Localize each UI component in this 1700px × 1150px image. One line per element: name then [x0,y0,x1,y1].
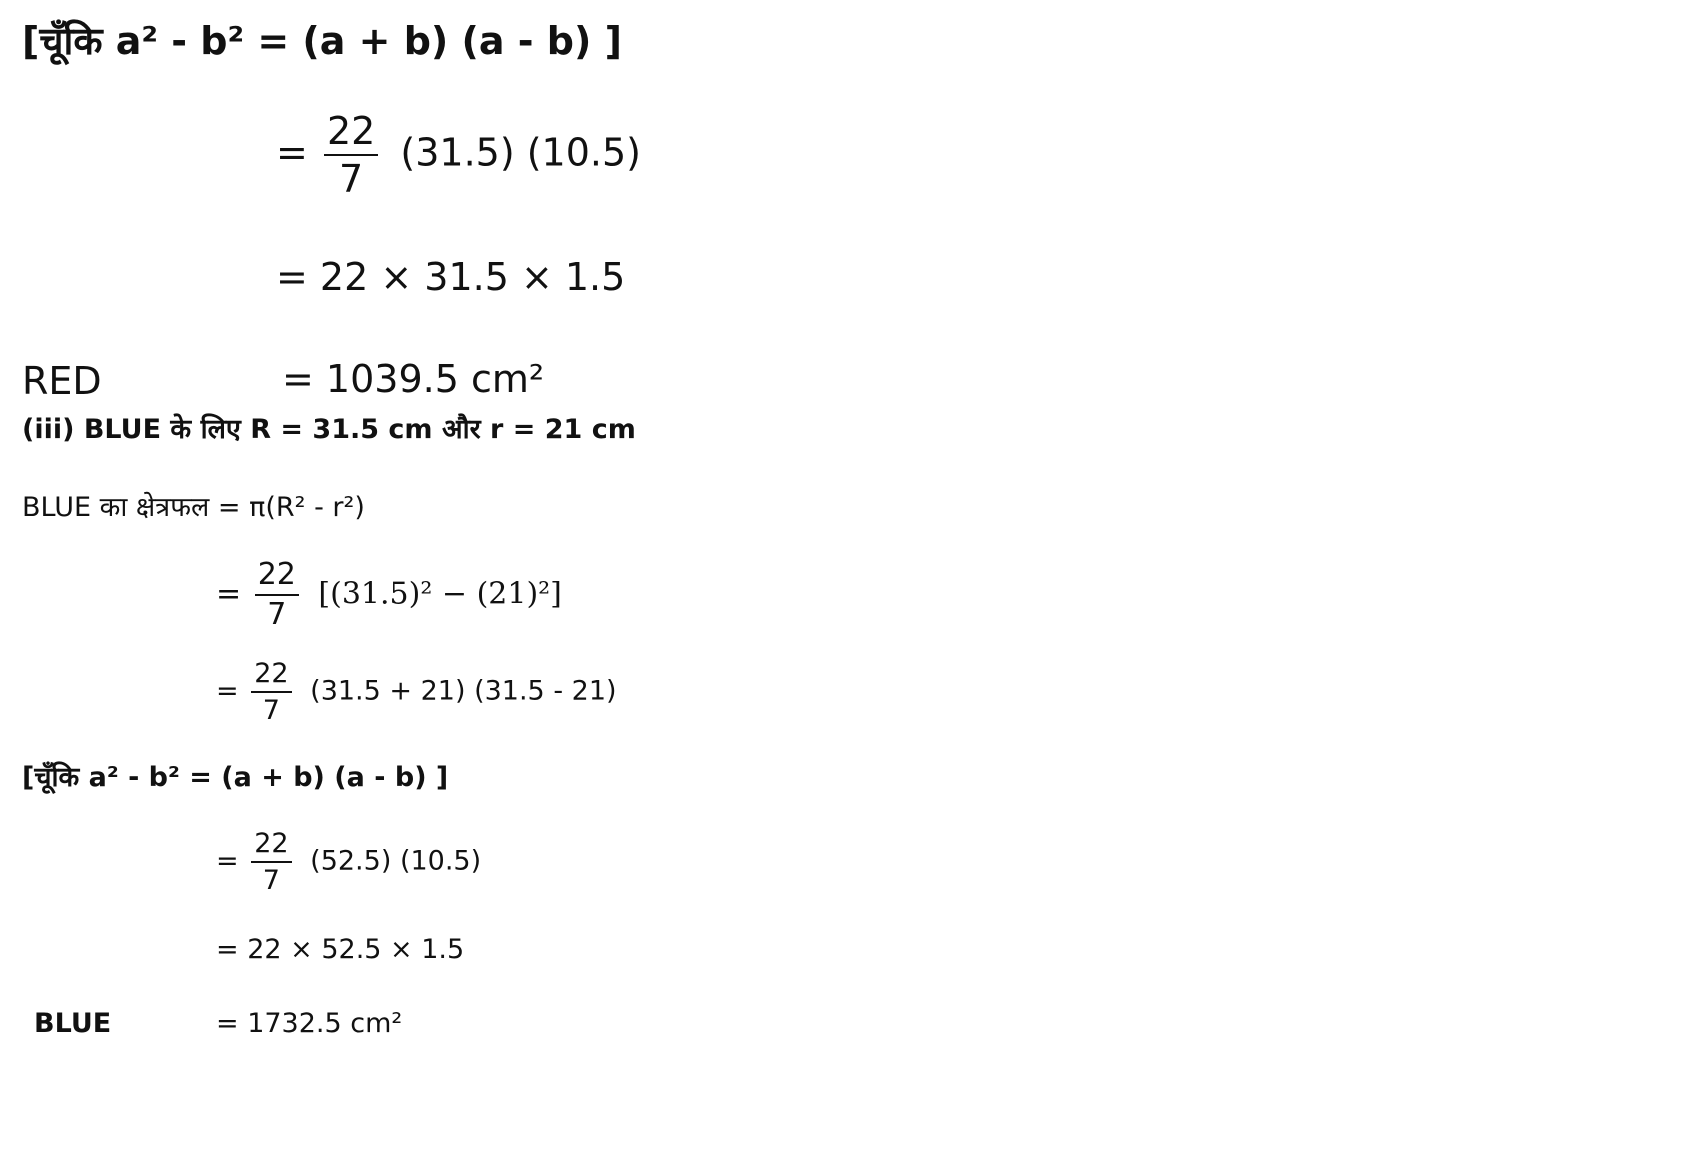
result-value: = 1732.5 cm² [216,1008,403,1039]
blue-result-value [216,1010,402,1037]
blue-step-fraction [216,557,562,632]
result-label: BLUE [34,1008,112,1039]
fraction [251,660,291,724]
fraction-denominator: 7 [267,597,287,632]
blue-step-factored [216,660,617,724]
fraction [324,109,378,201]
step-expression: = 22 × 31.5 × 1.5 [276,255,626,299]
red-result-label [22,359,102,403]
fraction-denominator: 7 [262,865,280,896]
step-expression: (31.5) (10.5) [400,130,641,175]
fraction-numerator: 22 [324,112,378,156]
fraction-numerator: 22 [255,560,299,596]
identity-note-1 [22,19,622,63]
red-step-fraction [276,109,641,201]
fraction-numerator: 22 [251,660,291,693]
blue-step-product [216,936,464,963]
step-expression: = 22 × 52.5 × 1.5 [216,934,465,965]
identity-note-2 [22,764,448,791]
step-expression: [(31.5)² − (21)²] [318,576,562,612]
blue-area-formula [22,494,365,521]
fraction-numerator: 22 [251,830,291,863]
equals-sign: = [216,845,239,877]
fraction [251,830,291,894]
fraction-denominator: 7 [339,157,364,201]
fraction-denominator: 7 [262,695,280,726]
identity-note-prefix: [चूँकि [22,19,116,63]
formula-text: BLUE का क्षेत्रफल = π(R² - r²) [22,492,365,523]
red-result-value [282,357,545,401]
part-heading-text: (iii) BLUE के लिए R = 31.5 cm और r = 21 cm [22,414,636,445]
fraction [255,557,299,632]
result-label: RED [22,359,102,403]
result-value: = 1039.5 cm² [282,357,545,401]
equals-sign: = [216,576,242,612]
step-expression: (31.5 + 21) (31.5 - 21) [310,675,617,707]
identity-note-text: a² - b² = (a + b) (a - b) ] [88,762,449,793]
identity-note-text: a² - b² = (a + b) (a - b) ] [115,19,622,63]
step-expression: (52.5) (10.5) [310,845,482,877]
red-step-product [276,255,626,299]
equals-sign: = [216,675,239,707]
blue-result-label [34,1010,111,1037]
blue-part-heading [22,416,636,443]
equals-sign: = [276,130,308,175]
blue-step-values [216,830,481,894]
identity-note-prefix: [चूँकि [22,762,89,793]
